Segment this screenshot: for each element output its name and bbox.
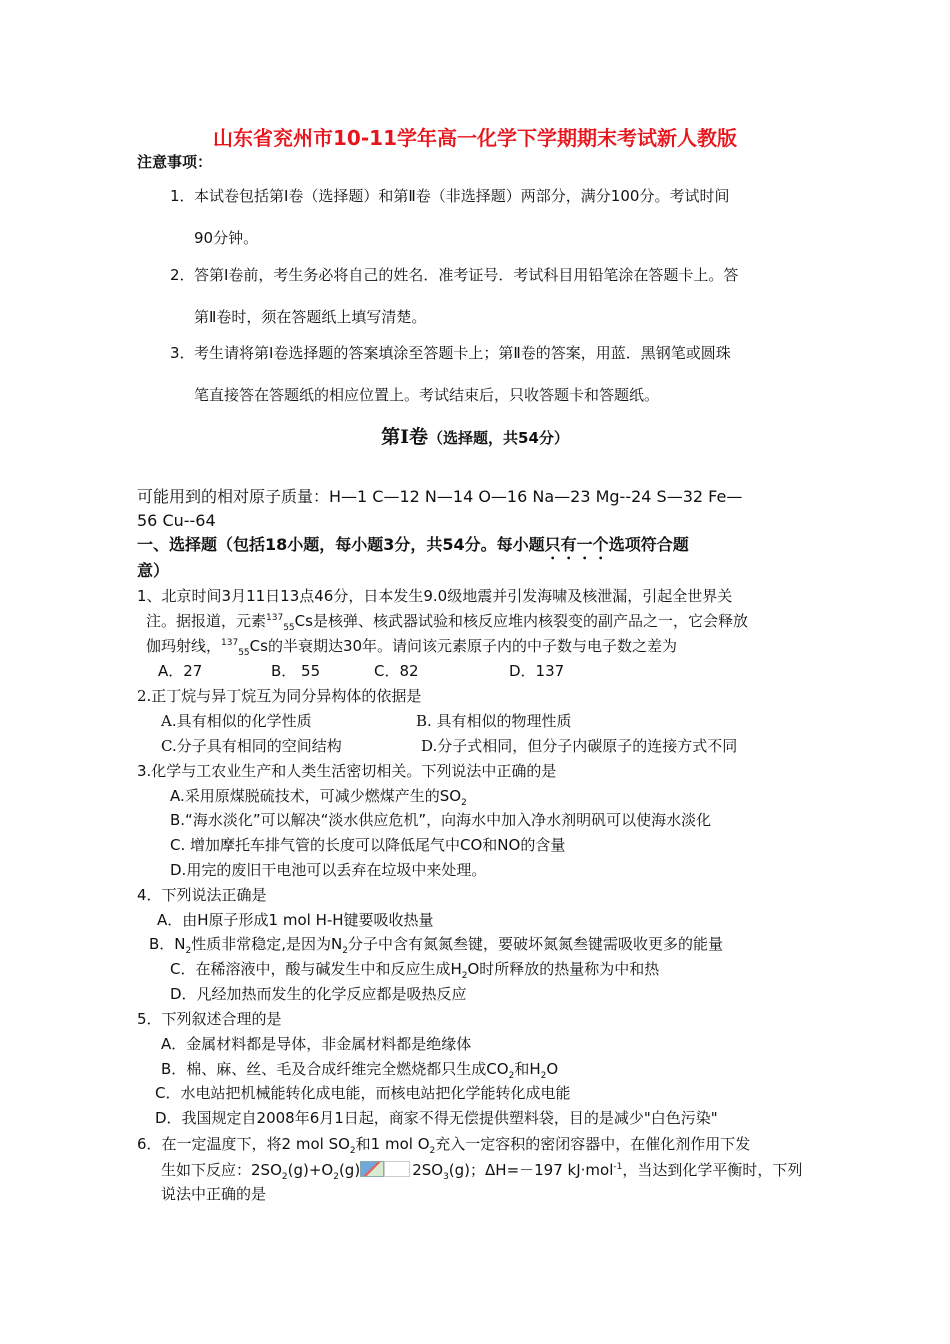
atomic-number: 55 xyxy=(238,648,250,658)
superscript: -1 xyxy=(613,1162,623,1172)
atomic-masses: 可能用到的相对原子质量：H—1 C—12 N—14 O—16 Na—23 Mg--24 S—32 Fe— xyxy=(137,487,743,506)
question-stem xyxy=(146,611,748,631)
atomic-masses-cont: 56 Cu--64 xyxy=(137,511,216,530)
part-heading-emphasis: 只有一个 xyxy=(544,535,609,554)
option-b: B．棉、麻、丝、毛及合成纤维完全燃烧都只生成$CO_2$和$H_2O$ xyxy=(161,1060,559,1081)
option-d: D.分子式相同，但分子内碳原子的连接方式不同 xyxy=(421,737,738,755)
option-text: O时所释放的热量称为中和热 xyxy=(467,960,660,978)
option-a: A.具有相似的化学性质 xyxy=(161,712,312,730)
notice-text: 90分钟。 xyxy=(194,229,259,247)
notice-text: 第Ⅱ卷时，须在答题纸上填写清楚。 xyxy=(194,308,427,326)
stem-text: 生如下反应：2SO xyxy=(161,1161,282,1179)
element-symbol: Cs xyxy=(294,612,313,630)
stem-text: ，当达到化学平衡时，下列 xyxy=(622,1161,803,1179)
option-text: B．N xyxy=(149,935,186,953)
question-stem xyxy=(146,636,677,656)
part-heading-text: 一、选择题（包括18小题，每小题3分，共54分。每小题 xyxy=(137,535,545,554)
option-c: C．水电站把机械能转化成电能，而核电站把化学能转化成电能 xyxy=(155,1084,571,1102)
stem-text: 的半衰期达30年。请问该元素原子内的中子数与电子数之差为 xyxy=(267,637,678,655)
stem-text: 6．在一定温度下，将2 mol SO xyxy=(137,1135,350,1153)
notice-number: 3． xyxy=(170,344,195,362)
option-text: 分子中含有氮氮叁键，要破坏氮氮叁键需吸收更多的能量 xyxy=(347,935,723,953)
option-b: B．$N_2$性质非常稳定,是因为$N_2$分子中含有氮氮叁键，要破坏氮氮叁键需吸收更多的能量 xyxy=(149,935,723,956)
option-d: D.用完的废旧干电池可以丢弃在垃圾中来处理。 xyxy=(170,861,487,879)
stem-text: (g)+O xyxy=(287,1161,334,1179)
notice-heading: 注意事项： xyxy=(137,153,213,171)
option-c: C. 增加摩托车排气管的长度可以降低尾气中CO和NO的含量 xyxy=(170,836,566,854)
stem-text: 是核弹、核武器试验和核反应堆内核裂变的副产品之一，它会释放 xyxy=(312,612,748,630)
question-stem: 2.正丁烷与异丁烷互为同分异构体的依据是 xyxy=(137,687,422,705)
option-d: D．凡经加热而发生的化学反应都是吸热反应 xyxy=(170,985,467,1003)
element-symbol: Cs xyxy=(249,637,268,655)
mass-number: 137 xyxy=(221,638,239,648)
part-heading-text: 选项符合题 xyxy=(608,535,689,554)
question-stem: 生如下反应：$2SO_2(g)+O_2(g)$ $2SO_3(g)$；ΔH=－197 kJ·mol$^{-1}$，当达到化学平衡时，下列 xyxy=(161,1161,803,1182)
question-stem: 3.化学与工农业生产和人类生活密切相关。下列说法中正确的是 xyxy=(137,762,557,780)
option-a: A．27 xyxy=(158,662,203,680)
mass-number: 137 xyxy=(266,613,284,623)
stem-text: (g)；ΔH=－197 kJ·mol xyxy=(448,1161,614,1179)
option-text: B．棉、麻、丝、毛及合成纤维完全燃烧都只生成CO xyxy=(161,1060,509,1078)
notice-text: 答第Ⅰ卷前，考生务必将自己的姓名．准考证号．考试科目用铅笔涂在答题卡上。答 xyxy=(194,266,739,284)
notice-number: 2． xyxy=(170,266,195,284)
option-c: C．82 xyxy=(374,662,419,680)
stem-text: 伽玛射线， xyxy=(146,637,222,655)
option-a: A．金属材料都是导体，非金属材料都是绝缘体 xyxy=(161,1035,472,1053)
stem-text: 和1 mol O xyxy=(355,1135,430,1153)
question-stem: 6．在一定温度下，将2 mol $SO_2$和1 mol $O_2$充入一定容积的密闭容器中，在催化剂作用下发 xyxy=(137,1135,751,1156)
stem-text: 2SO xyxy=(412,1161,444,1179)
option-text: 和H xyxy=(514,1060,541,1078)
equilibrium-arrow-placeholder-icon xyxy=(384,1161,410,1177)
notice-text: 笔直接答在答题纸的相应位置上。考试结束后，只收答题卡和答题纸。 xyxy=(194,386,660,404)
option-b: B． 55 xyxy=(271,662,321,680)
stem-text: (g) xyxy=(338,1161,361,1179)
option-text: 性质非常稳定,是因为N xyxy=(191,935,343,953)
question-stem: 说法中正确的是 xyxy=(161,1185,267,1203)
subscript: 2 xyxy=(461,798,467,808)
stem-text: 注。据报道，元素 xyxy=(146,612,267,630)
part-heading xyxy=(137,535,689,563)
notice-text: 考生请将第Ⅰ卷选择题的答案填涂至答题卡上；第Ⅱ卷的答案，用蓝．黑钢笔或圆珠 xyxy=(194,344,731,362)
part-heading-cont: 意） xyxy=(137,561,170,580)
section-title: 第Ⅰ卷 xyxy=(381,426,428,448)
option-text: A.采用原煤脱硫技术，可减少燃煤产生的SO xyxy=(170,787,462,805)
question-stem: 1、北京时间3月11日13点46分，日本发生9.0级地震并引发海啸及核泄漏，引起全世界关 xyxy=(137,587,733,605)
atomic-number: 55 xyxy=(283,623,295,633)
section-subtitle: （选择题，共54分） xyxy=(428,429,569,447)
option-c: C．在稀溶液中，酸与碱发生中和反应生成$H_2O$时所释放的热量称为中和热 xyxy=(170,960,660,981)
notice-number: 1． xyxy=(170,187,195,205)
equilibrium-arrow-icon xyxy=(360,1161,384,1177)
option-text: C．在稀溶液中，酸与碱发生中和反应生成H xyxy=(170,960,462,978)
option-c: C.分子具有相同的空间结构 xyxy=(161,737,342,755)
stem-text: 充入一定容积的密闭容器中，在催化剂作用下发 xyxy=(435,1135,751,1153)
question-stem: 4．下列说法正确是 xyxy=(137,886,267,904)
option-d: D．我国规定自2008年6月1日起，商家不得无偿提供塑料袋，目的是减少"白色污染" xyxy=(155,1109,718,1127)
notice-text: 本试卷包括第Ⅰ卷（选择题）和第Ⅱ卷（非选择题）两部分，满分100分。考试时间 xyxy=(194,187,730,205)
question-stem: 5．下列叙述合理的是 xyxy=(137,1010,282,1028)
option-d: D．137 xyxy=(509,662,565,680)
option-a: A．由H原子形成1 mol H-H键要吸收热量 xyxy=(157,911,434,929)
option-text: O xyxy=(546,1060,559,1078)
option-b: B. 具有相似的物理性质 xyxy=(416,712,572,730)
document-title: 山东省兖州市10-11学年高一化学下学期期末考试新人教版 xyxy=(213,126,737,150)
section-heading xyxy=(0,422,950,449)
option-b: B.“海水淡化”可以解决“淡水供应危机”，向海水中加入净水剂明矾可以使海水淡化 xyxy=(170,811,712,829)
option-a xyxy=(170,786,467,806)
